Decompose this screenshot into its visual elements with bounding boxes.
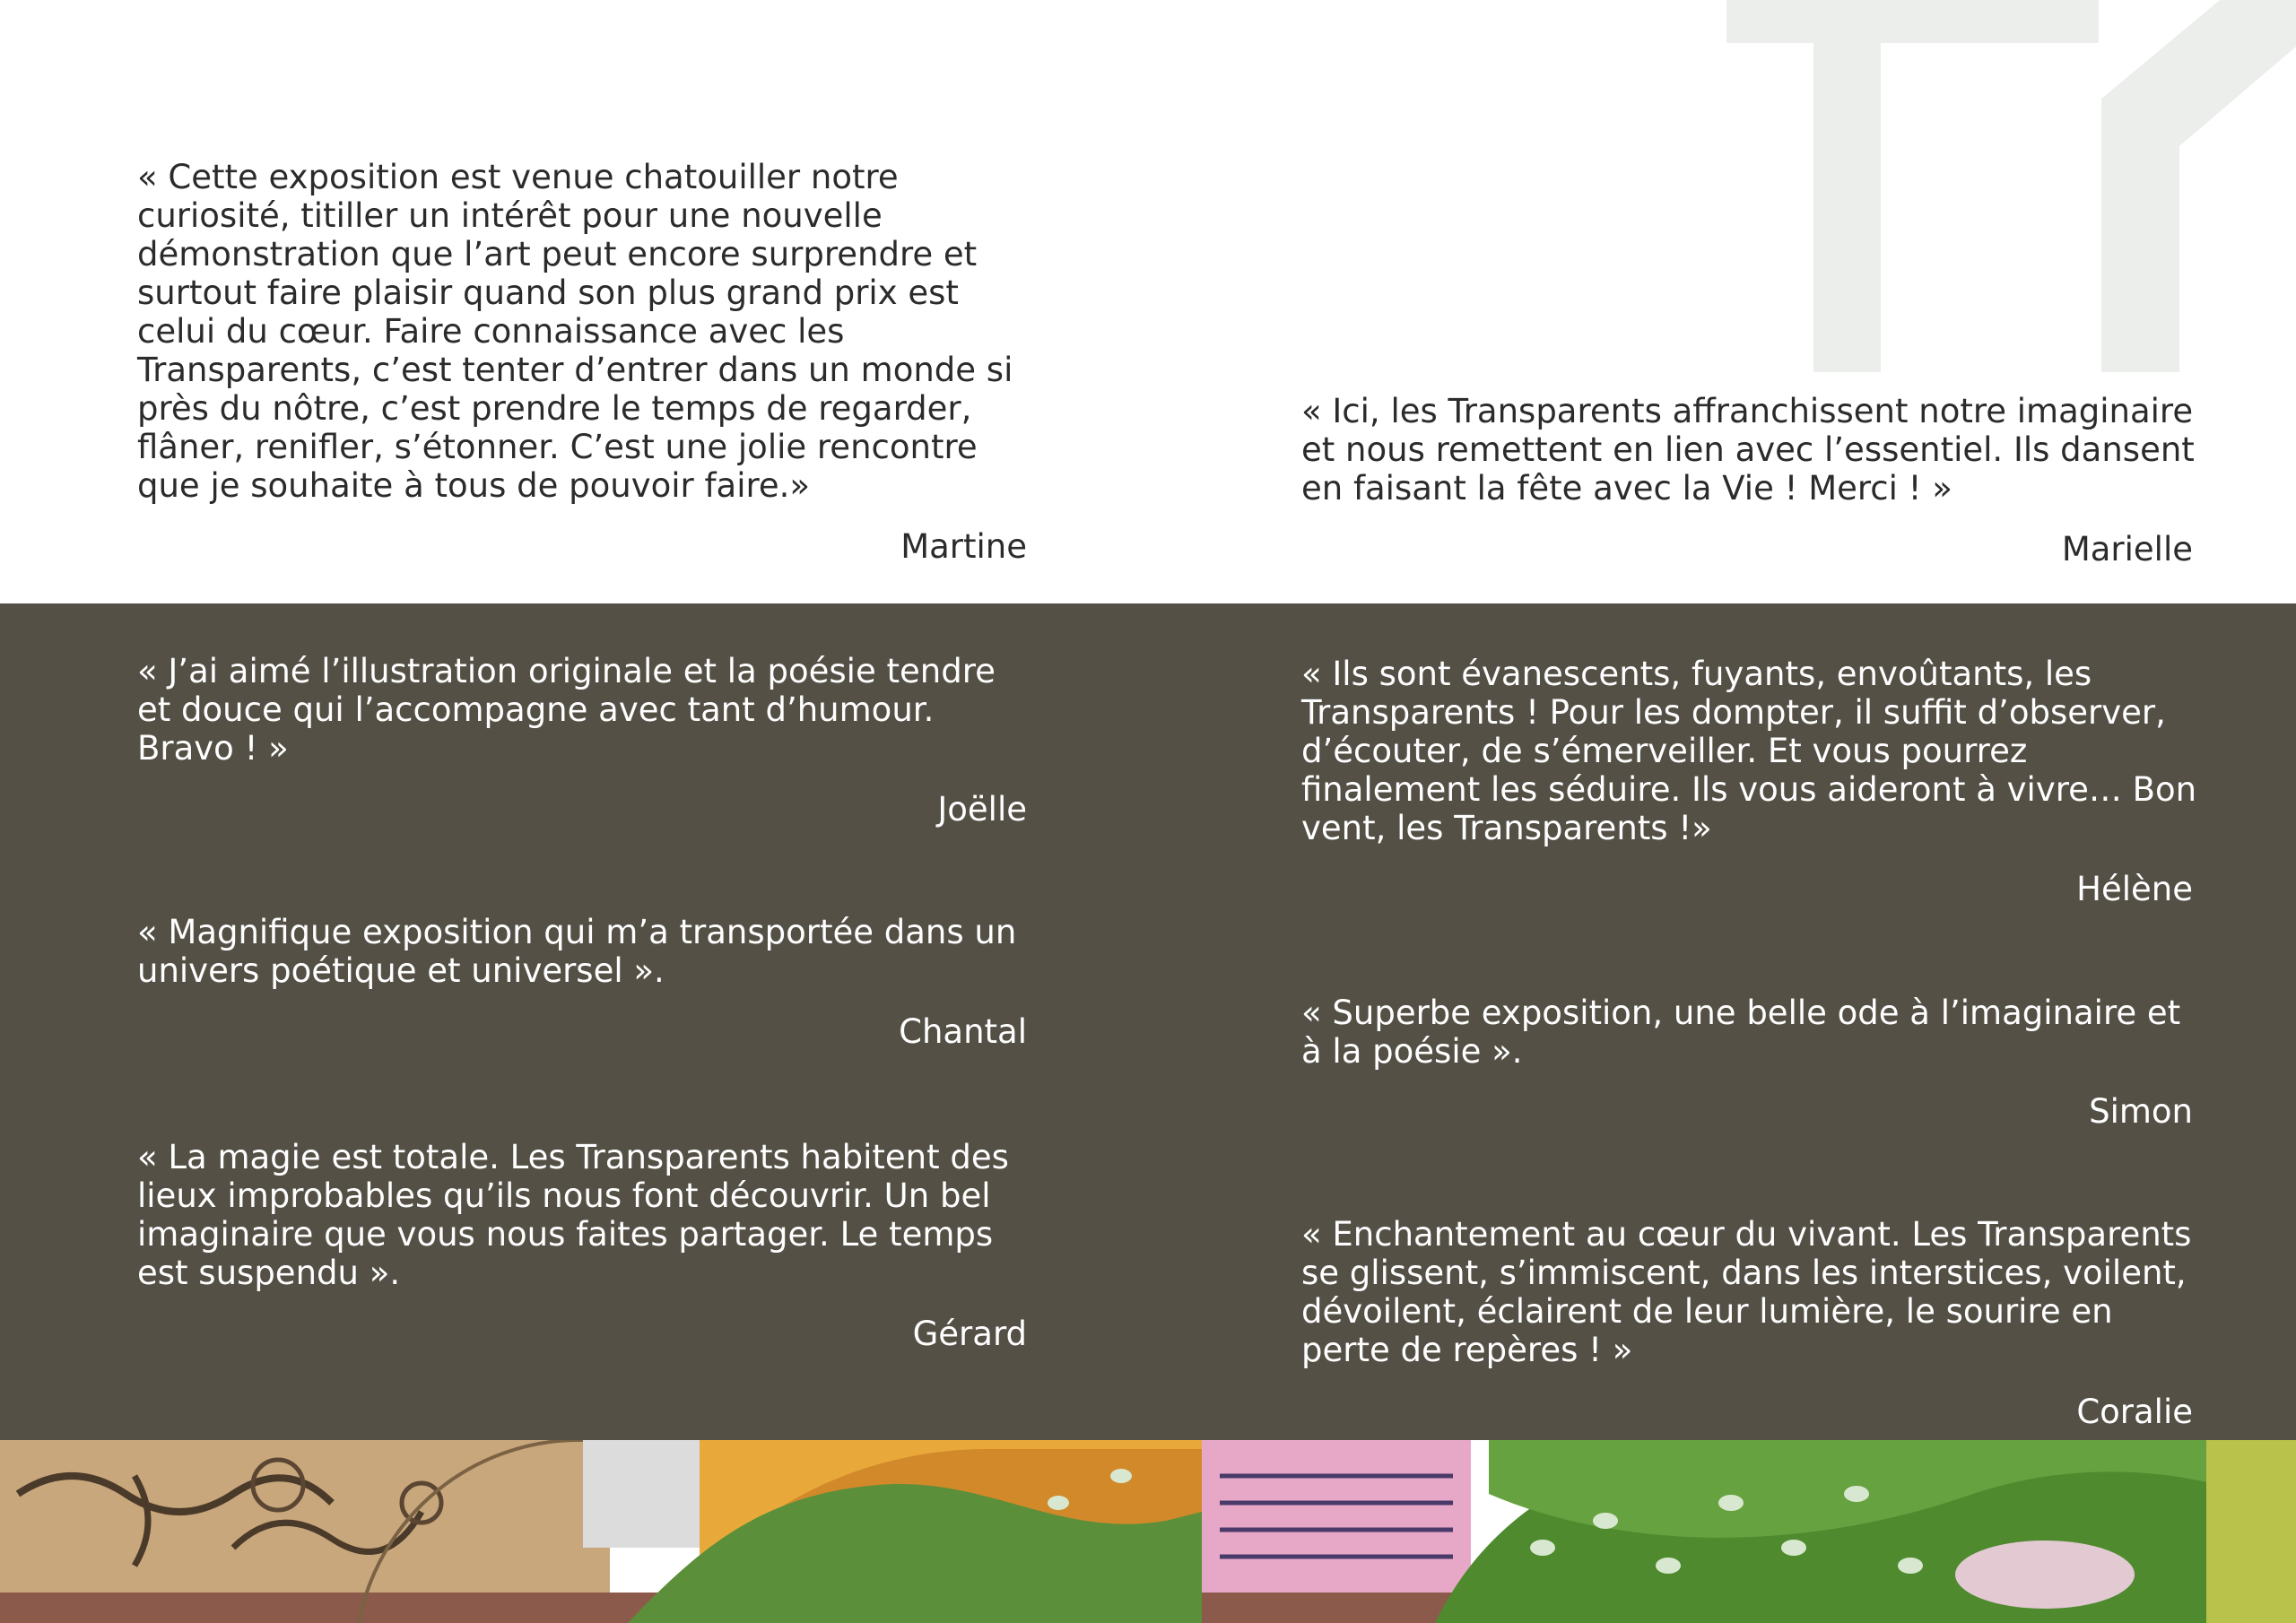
testimonial-author-coralie: Coralie xyxy=(2076,1393,2193,1431)
testimonial-quote-chantal: « Magnifique exposition qui m’a transportée dans un univers poétique et universel ». xyxy=(137,913,1017,990)
testimonial-quote-coralie: « Enchantement au cœur du vivant. Les Transparents se glissent, s’immiscent, dans les interstices, voilent, dévoilent, éclairent de leur lumière, le sourire en perte de repères ! » xyxy=(1301,1215,2192,1369)
testimonial-author-gerard: Gérard xyxy=(912,1315,1027,1353)
testimonial-quote-marielle: « Ici, les Transparents affranchissent notre imaginaire et nous remettent en lien avec l’essentiel. Ils dansent en faisant la fête avec la Vie ! Merci ! » xyxy=(1301,392,2195,508)
dark-testimonials-band xyxy=(0,603,2296,1440)
testimonial-author-marielle: Marielle xyxy=(2061,530,2193,568)
testimonial-quote-helene: « Ils sont évanescents, fuyants, envoûtants, les Transparents ! Pour les dompter, il suffit d’observer, d’écouter, de s’émerveiller. Et vous pourrez finalement les séduire. Ils vous aideront à vivre… Bon vent, les Transparents !» xyxy=(1301,655,2197,847)
testimonial-author-simon: Simon xyxy=(2089,1092,2193,1131)
testimonial-quote-gerard: « La magie est totale. Les Transparents habitent des lieux improbables qu’ils nous font découvrir. Un bel imaginaire que vous nous faites partager. Le temps est suspendu ». xyxy=(137,1138,1009,1292)
testimonial-quote-simon: « Superbe exposition, une belle ode à l’imaginaire et à la poésie ». xyxy=(1301,994,2181,1071)
testimonial-quote-joelle: « J’ai aimé l’illustration originale et la poésie tendre et douce qui l’accompagne avec tant d’humour. Bravo ! » xyxy=(137,652,996,768)
testimonial-author-joelle: Joëlle xyxy=(937,790,1027,829)
testimonial-author-martine: Martine xyxy=(900,527,1027,566)
testimonial-author-helene: Hélène xyxy=(2076,870,2193,908)
testimonial-quote-martine: « Cette exposition est venue chatouiller notre curiosité, titiller un intérêt pour une nouvelle démonstration que l’art peut encore surprendre et surtout faire plaisir quand son plus grand prix est celui du cœur. Faire connaissance avec les Transparents, c’est tenter d’entrer dans un monde si près du nôtre, c’est prendre le temps de regarder, flâner, renifler, s’étonner. C’est une jolie rencontre que je souhaite à tous de pouvoir faire.» xyxy=(137,158,1013,505)
painted-illustration-strip xyxy=(0,1440,2296,1623)
tr-monogram-watermark-icon xyxy=(1726,0,2296,372)
testimonial-author-chantal: Chantal xyxy=(899,1012,1027,1051)
